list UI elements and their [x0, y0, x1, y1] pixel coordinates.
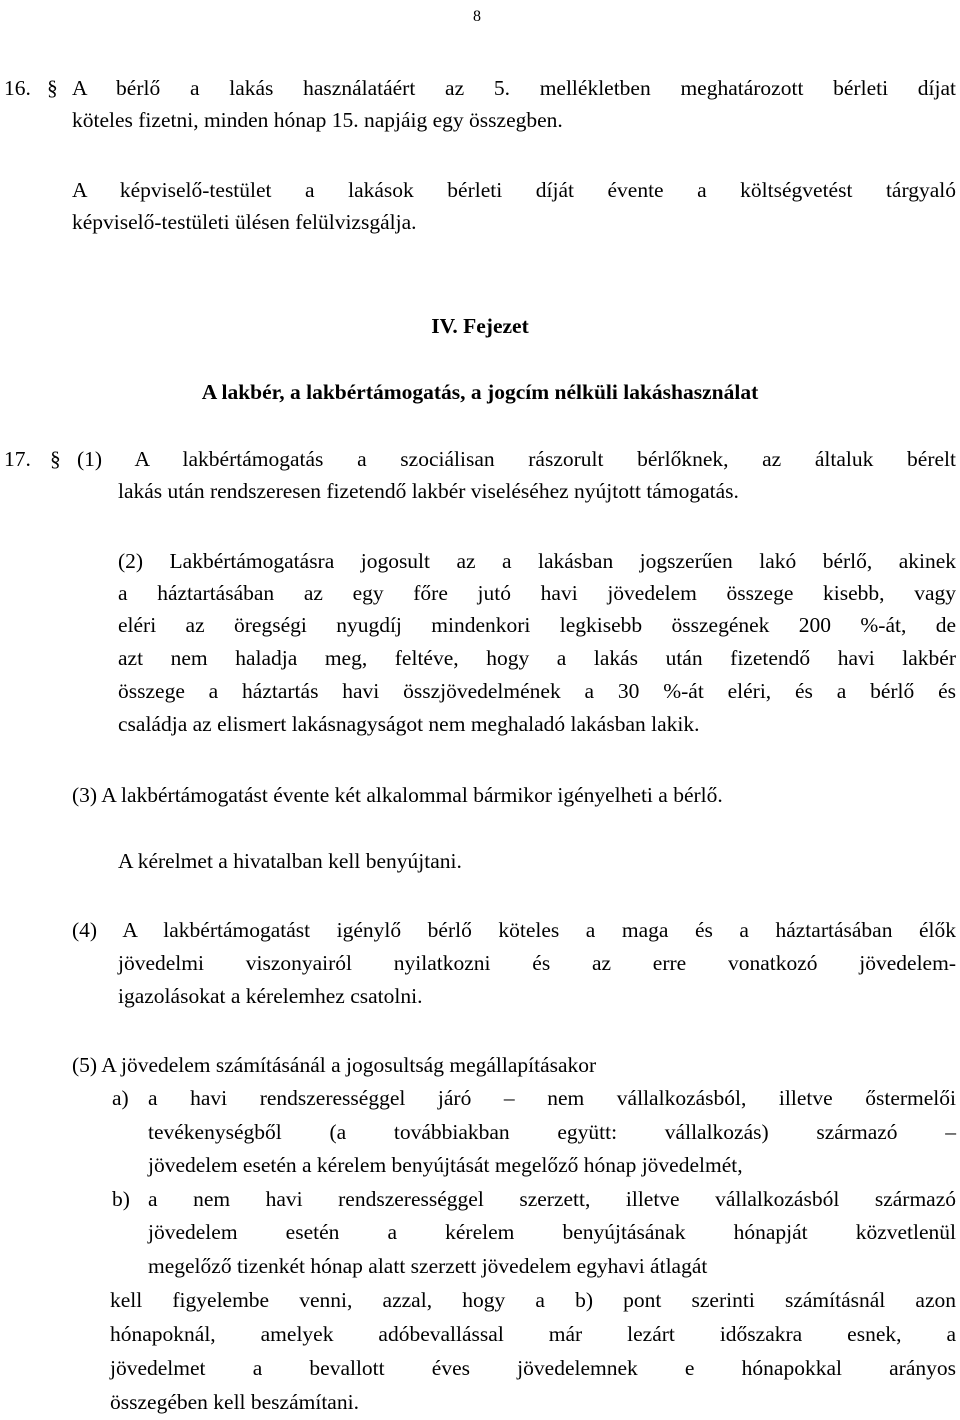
chapter-title: IV. Fejezet — [431, 314, 529, 338]
section-17-p5-tail-line-4: összegében kell beszámítani. — [110, 1390, 359, 1414]
section-17-p2-line-5: összege a háztartás havi összjövedelmének a 30 %-át eléri, és a bérlő és — [118, 679, 956, 703]
section-17-number: 17. — [4, 447, 31, 471]
section-17-p4-line-1: (4) A lakbértámogatást igénylő bérlő köteles a maga és a háztartásában élők — [72, 918, 956, 942]
list-item-a-line-3: jövedelem esetén a kérelem benyújtását megelőző hónap jövedelmét, — [148, 1153, 743, 1177]
section-16-line-2: köteles fizetni, minden hónap 15. napjáig egy összegben. — [72, 108, 563, 132]
list-item-a-label: a) — [112, 1086, 129, 1110]
list-item-b-line-2: jövedelem esetén a kérelem benyújtásának hónapját közvetlenül — [148, 1220, 956, 1244]
section-17-p2-line-2: a háztartásában az egy főre jutó havi jövedelem összege kisebb, vagy — [118, 581, 956, 605]
section-17-p5-tail-line-1: kell figyelembe venni, azzal, hogy a b) pont szerinti számításnál azon — [110, 1288, 956, 1312]
section-16-para2-line-1: A képviselő-testület a lakások bérleti díját évente a költségvetést tárgyaló — [72, 178, 956, 202]
section-symbol-16: § — [47, 76, 58, 100]
section-17-p1-line-2: lakás után rendszeresen fizetendő lakbér viseléséhez nyújtott támogatás. — [118, 479, 739, 503]
list-item-b-line-3: megelőző tizenkét hónap alatt szerzett jövedelem egyhavi átlagát — [148, 1254, 708, 1278]
page-number: 8 — [473, 8, 481, 25]
section-17-p2-line-6: családja az elismert lakásnagyságot nem meghaladó lakásban lakik. — [118, 712, 700, 736]
section-17-p2-line-3: eléri az öregségi nyugdíj mindenkori legkisebb összegének 200 %-át, de — [118, 613, 956, 637]
section-16-line-1: A bérlő a lakás használatáért az 5. mellékletben meghatározott bérleti díjat — [72, 76, 956, 100]
section-17-p5-tail-line-3: jövedelmet a bevallott éves jövedelemnek e hónapokkal arányos — [110, 1356, 956, 1380]
list-item-b-line-1: a nem havi rendszerességgel szerzett, illetve vállalkozásból származó — [148, 1187, 956, 1211]
list-item-b-label: b) — [112, 1187, 130, 1211]
section-17-p3b: A kérelmet a hivatalban kell benyújtani. — [118, 849, 462, 873]
list-item-a-line-2: tevékenységből (a továbbiakban együtt: vállalkozás) származó – — [148, 1120, 956, 1144]
list-item-a-line-1: a havi rendszerességgel járó – nem vállalkozásból, illetve őstermelői — [148, 1086, 956, 1110]
section-17-p5-intro: (5) A jövedelem számításánál a jogosultság megállapításakor — [72, 1053, 597, 1077]
section-17-p4-line-2: jövedelmi viszonyairól nyilatkozni és az erre vonatkozó jövedelem- — [118, 951, 956, 975]
section-16-para2-line-2: képviselő-testületi ülésen felülvizsgálja. — [72, 210, 417, 234]
section-17-p2-line-4: azt nem haladja meg, feltéve, hogy a lakás után fizetendő havi lakbér — [118, 646, 956, 670]
chapter-subtitle: A lakbér, a lakbértámogatás, a jogcím nélküli lakáshasználat — [201, 380, 759, 404]
section-symbol-17: § — [50, 447, 61, 471]
section-17-p5-tail-line-2: hónapoknál, amelyek adóbevallással már lezárt időszakra esnek, a — [110, 1322, 956, 1346]
section-16-number: 16. — [4, 76, 31, 100]
section-17-p3: (3) A lakbértámogatást évente két alkalommal bármikor igényelheti a bérlő. — [72, 783, 723, 807]
section-17-p4-line-3: igazolásokat a kérelemhez csatolni. — [118, 984, 423, 1008]
section-17-p2-line-1: (2) Lakbértámogatásra jogosult az a lakásban jogszerűen lakó bérlő, akinek — [118, 549, 956, 573]
section-17-p1-line-1: (1) A lakbértámogatás a szociálisan rászorult bérlőknek, az általuk bérelt — [77, 447, 956, 471]
